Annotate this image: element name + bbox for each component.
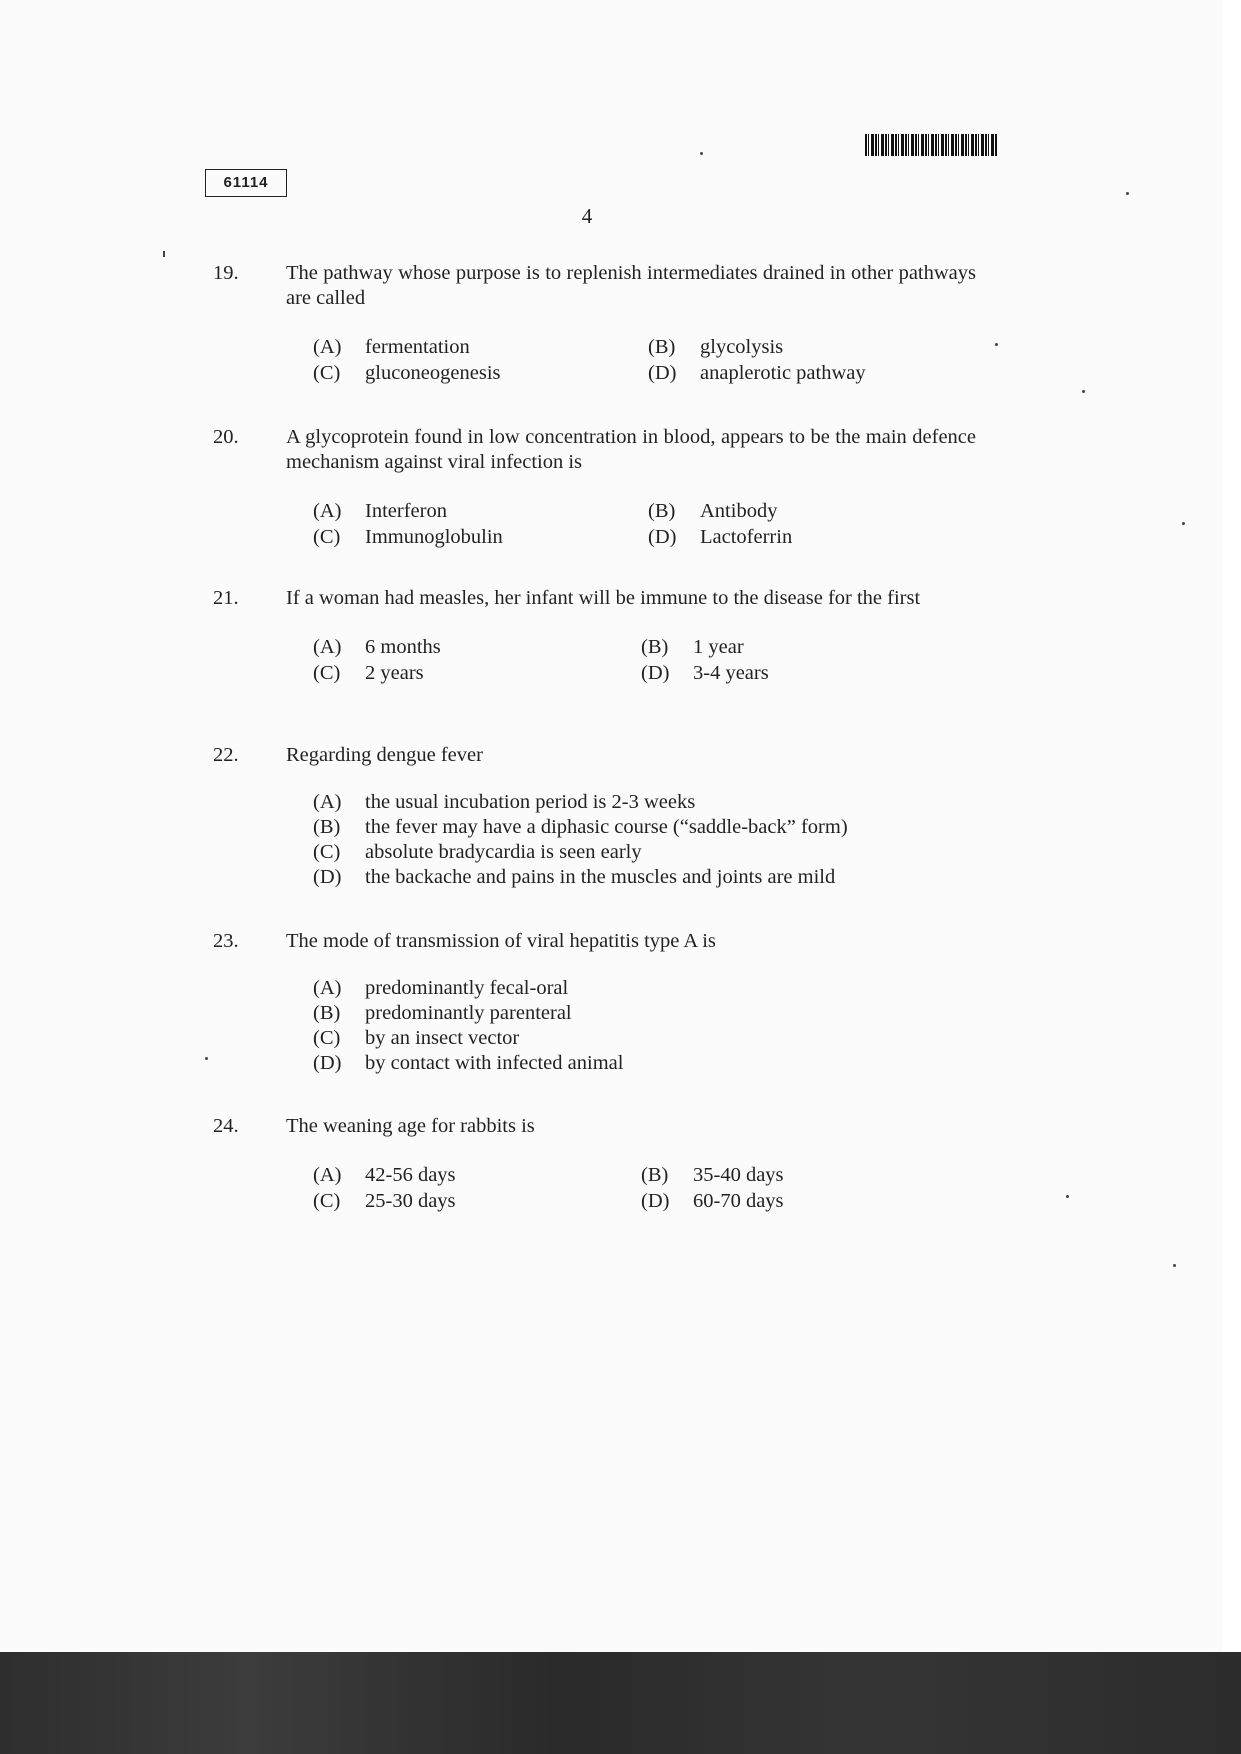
option-label: (B) (313, 816, 341, 838)
question-24 (213, 1114, 973, 1215)
scan-speck (700, 152, 703, 155)
question-20 (213, 425, 976, 551)
option-text: 25-30 days (365, 1190, 456, 1212)
option-text: predominantly fecal-oral (365, 977, 569, 999)
question-text: The weaning age for rabbits is (286, 1115, 535, 1137)
option-text: fermentation (365, 336, 470, 358)
option-text: anaplerotic pathway (700, 362, 866, 384)
option-a (313, 790, 973, 815)
option-text: the usual incubation period is 2-3 weeks (365, 791, 696, 813)
options-list (313, 790, 973, 890)
question-number: 22. (213, 744, 239, 766)
option-d (641, 1189, 784, 1214)
option-label: (D) (313, 866, 342, 888)
option-a (313, 1163, 456, 1188)
option-text: by contact with infected animal (365, 1052, 624, 1074)
option-text: 6 months (365, 636, 441, 658)
option-b (313, 815, 973, 840)
options-grid (313, 499, 973, 551)
question-number: 21. (213, 587, 239, 609)
question-22 (213, 743, 973, 890)
option-label: (D) (641, 1190, 670, 1212)
option-d (313, 1051, 973, 1076)
option-c (313, 361, 501, 386)
scan-speck (1173, 1264, 1176, 1267)
option-label: (A) (313, 977, 342, 999)
option-text: gluconeogenesis (365, 362, 501, 384)
option-label: (C) (313, 841, 341, 863)
option-text: Antibody (700, 500, 778, 522)
options-grid (313, 335, 973, 387)
option-label: (D) (641, 662, 670, 684)
option-text: Interferon (365, 500, 447, 522)
option-label: (B) (648, 336, 676, 358)
option-c (313, 1026, 973, 1051)
option-a (313, 635, 441, 660)
option-a (313, 499, 447, 524)
option-d (648, 525, 792, 550)
options-grid (313, 1163, 973, 1215)
scan-speck (205, 1057, 208, 1060)
barcode (865, 134, 997, 156)
option-label: (A) (313, 791, 342, 813)
scan-speck (1182, 522, 1185, 525)
option-text: 3-4 years (693, 662, 769, 684)
question-number: 19. (213, 262, 239, 284)
question-text: A glycoprotein found in low concentration in blood, appears to be the main defence mechanism against viral infection is (286, 426, 976, 473)
scanner-background (0, 1652, 1241, 1754)
option-label: (B) (648, 500, 676, 522)
options-grid (313, 635, 973, 687)
option-label: (C) (313, 526, 341, 548)
question-21 (213, 586, 973, 687)
question-text: The pathway whose purpose is to replenish intermediates drained in other pathways are called (286, 262, 976, 309)
scan-speck (995, 343, 998, 346)
option-d (648, 361, 866, 386)
option-label: (A) (313, 1164, 342, 1186)
question-number: 24. (213, 1115, 239, 1137)
option-label: (D) (648, 362, 677, 384)
option-b (641, 1163, 784, 1188)
option-b (648, 335, 783, 360)
option-label: (B) (641, 636, 669, 658)
scan-edge (1222, 0, 1241, 1754)
question-23 (213, 929, 973, 1076)
option-text: glycolysis (700, 336, 784, 358)
option-text: the backache and pains in the muscles and joints are mild (365, 866, 836, 888)
option-c (313, 1189, 456, 1214)
option-label: (C) (313, 1027, 341, 1049)
question-number: 20. (213, 426, 239, 448)
scan-speck (1126, 192, 1129, 195)
option-b (641, 635, 744, 660)
option-b (313, 1001, 973, 1026)
paper-code-box: 61114 (205, 169, 287, 197)
option-label: (B) (641, 1164, 669, 1186)
options-list (313, 976, 973, 1076)
option-label: (D) (313, 1052, 342, 1074)
option-a (313, 976, 973, 1001)
option-text: Lactoferrin (700, 526, 793, 548)
page-number: 4 (581, 204, 593, 228)
option-label: (B) (313, 1002, 341, 1024)
option-c (313, 840, 973, 865)
option-label: (C) (313, 362, 341, 384)
option-text: absolute bradycardia is seen early (365, 841, 642, 863)
option-label: (A) (313, 636, 342, 658)
question-text: The mode of transmission of viral hepatitis type A is (286, 930, 716, 952)
option-label: (A) (313, 500, 342, 522)
option-text: 1 year (693, 636, 744, 658)
option-c (313, 661, 424, 686)
option-label: (C) (313, 662, 341, 684)
scan-speck (1082, 390, 1085, 393)
option-text: by an insect vector (365, 1027, 520, 1049)
scan-speck (1066, 1195, 1069, 1198)
option-text: Immunoglobulin (365, 526, 503, 548)
option-text: 42-56 days (365, 1164, 456, 1186)
option-b (648, 499, 777, 524)
question-text: If a woman had measles, her infant will be immune to the disease for the first (286, 587, 921, 609)
option-c (313, 525, 503, 550)
option-label: (A) (313, 336, 342, 358)
option-text: predominantly parenteral (365, 1002, 572, 1024)
question-19 (213, 261, 976, 387)
option-text: 2 years (365, 662, 424, 684)
option-label: (C) (313, 1190, 341, 1212)
option-text: 60-70 days (693, 1190, 784, 1212)
scan-speck (163, 251, 165, 257)
option-a (313, 335, 470, 360)
question-number: 23. (213, 930, 239, 952)
option-label: (D) (648, 526, 677, 548)
option-text: 35-40 days (693, 1164, 784, 1186)
question-text: Regarding dengue fever (286, 744, 483, 766)
option-d (641, 661, 769, 686)
option-d (313, 865, 973, 890)
option-text: the fever may have a diphasic course (“saddle-back” form) (365, 816, 848, 838)
